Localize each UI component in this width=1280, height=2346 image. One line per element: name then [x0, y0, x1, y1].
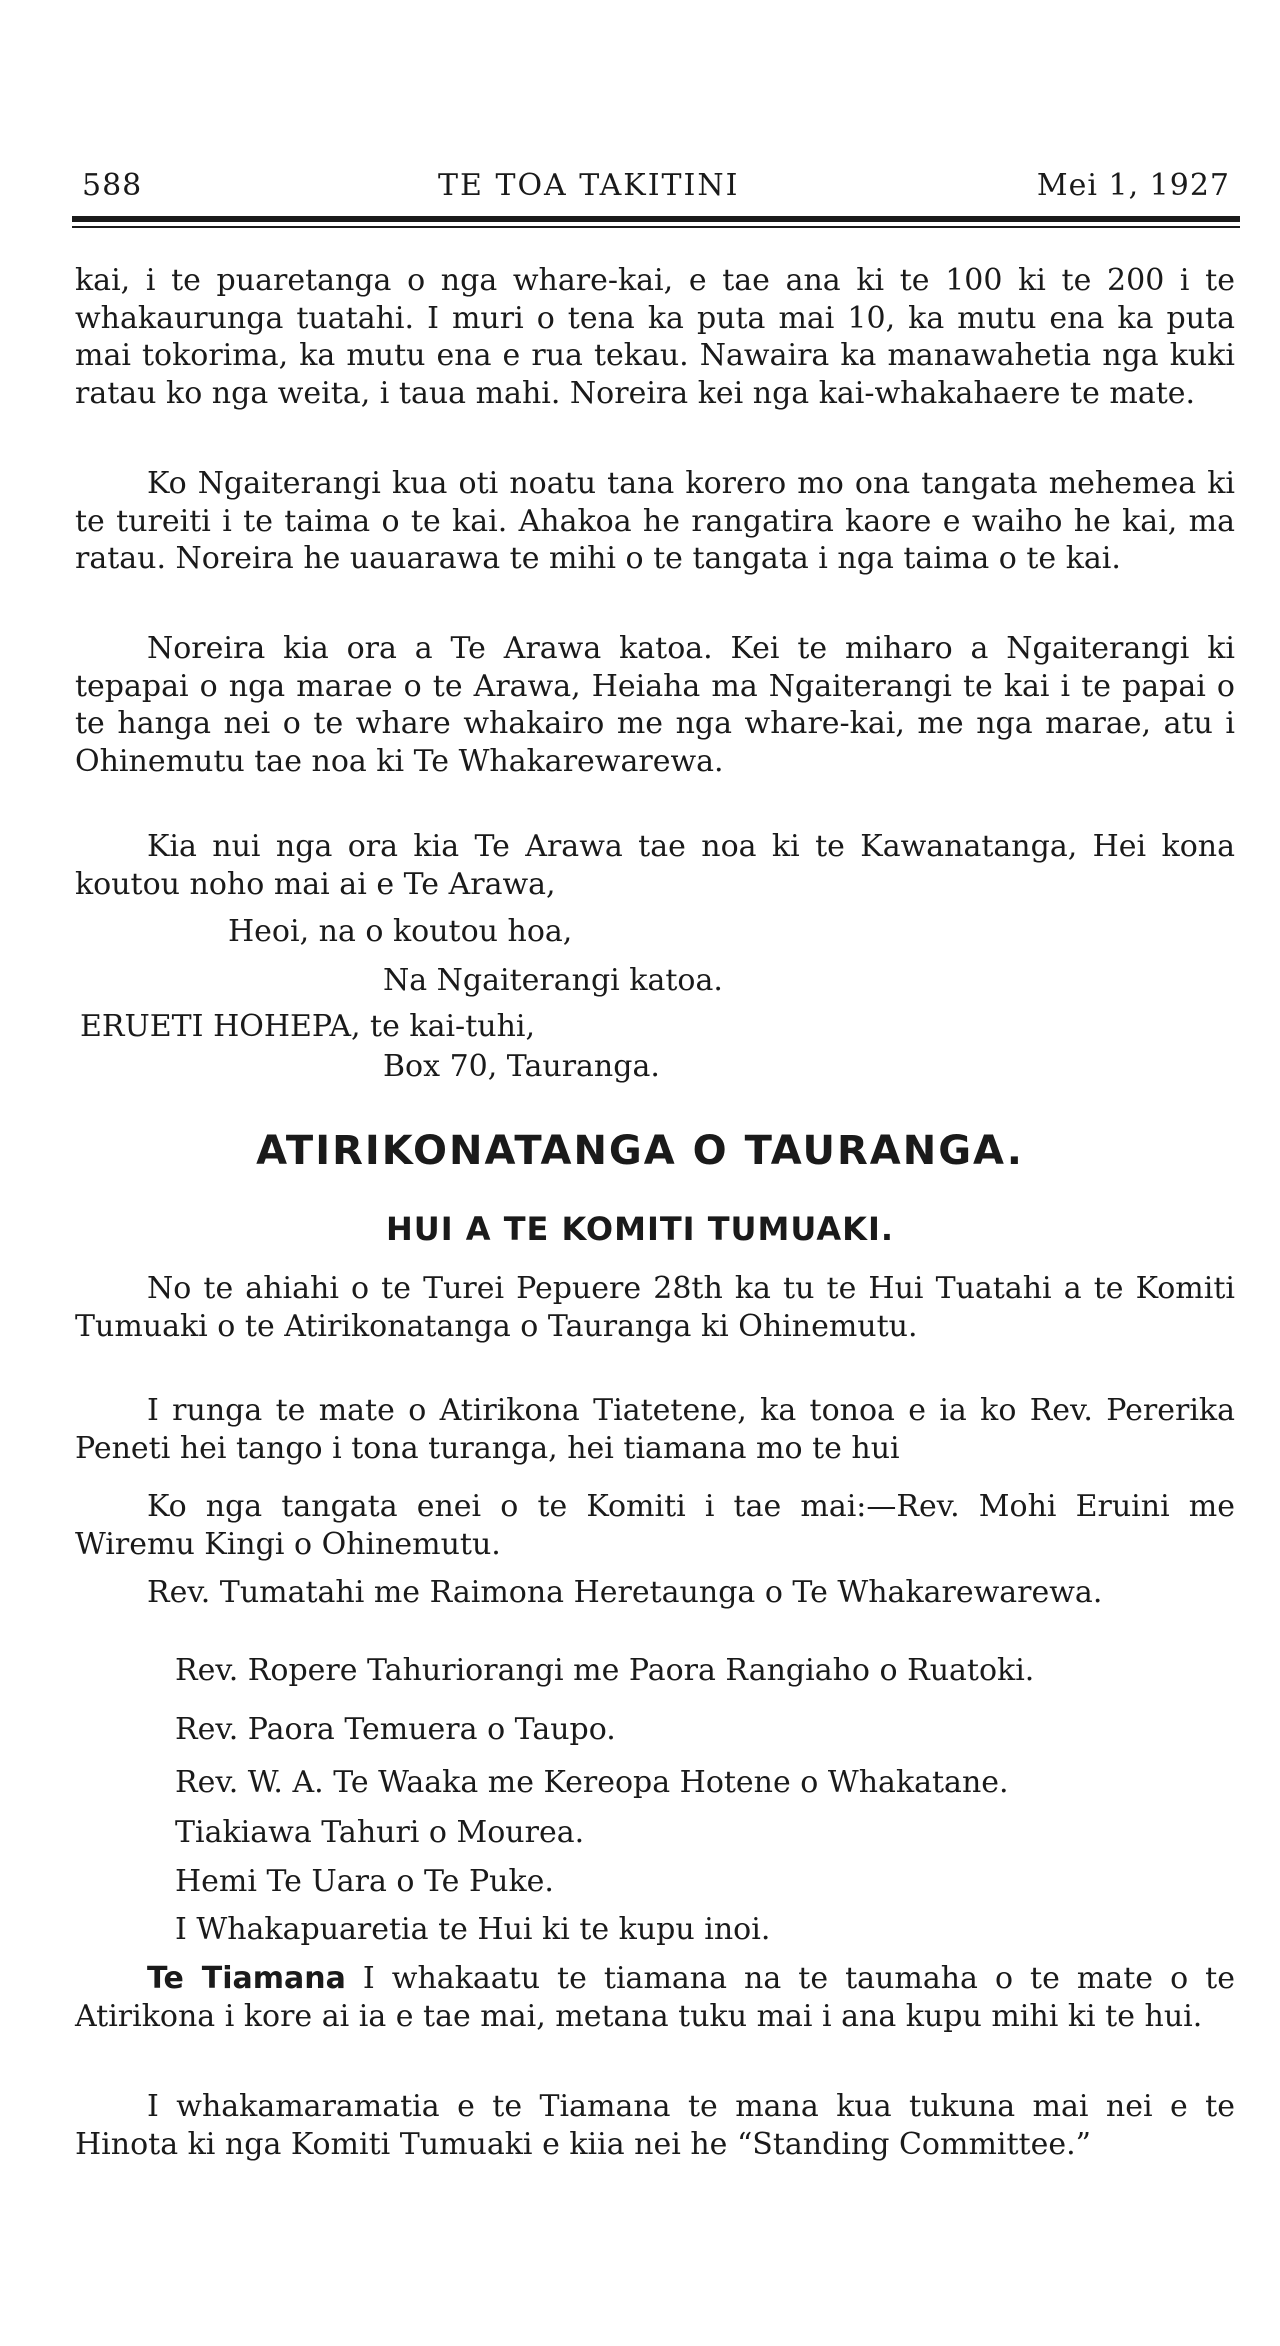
header-rule-thick	[72, 216, 1240, 222]
chairman-label: Te Tiamana	[147, 1961, 346, 1996]
running-header	[72, 168, 1240, 208]
minutes-line-9: Hemi Te Uara o Te Puke.	[175, 1864, 554, 1899]
letter-signer: ERUETI HOHEPA, te kai-tuhi,	[80, 1009, 536, 1044]
publication-title: TE TOA TAKITINI	[438, 168, 740, 203]
minutes-paragraph-1: No te ahiahi o te Turei Pepuere 28th ka tu te Hui Tuatahi a te Komiti Tumuaki o te Atirikonatanga o Tauranga ki Ohinemutu.	[75, 1271, 1235, 1344]
letter-paragraph-1: kai, i te puaretanga o nga whare-kai, e tae ana ki te 100 ki te 200 i te whakaurunga tuatahi. I muri o tena ka puta mai 10, ka mutu ena ka puta mai tokorima, ka mutu ena e rua tekau. Nawaira ka manawahetia nga kuki ratau ko nga weita, i taua mahi. Noreira kei nga kai-whakahaere te mate.	[75, 263, 1235, 411]
minutes-line-6: Rev. Paora Temuera o Taupo.	[175, 1712, 616, 1747]
letter-from: Na Ngaiterangi katoa.	[383, 963, 723, 998]
minutes-paragraph-3: Ko nga tangata enei o te Komiti i tae mai:—Rev. Mohi Eruini me Wiremu Kingi o Ohinemutu.	[75, 1489, 1235, 1562]
minutes-paragraph-4: Rev. Tumatahi me Raimona Heretaunga o Te Whakarewarewa.	[147, 1575, 1103, 1610]
header-rule-thin	[72, 226, 1240, 228]
letter-address: Box 70, Tauranga.	[383, 1049, 660, 1084]
letter-paragraph-2: Ko Ngaiterangi kua oti noatu tana korero mo ona tangata mehemea ki te tureiti i te taima o te kai. Ahakoa he rangatira kaore e waiho he kai, ma ratau. Noreira he uauarawa te mihi o te tangata i nga taima o te kai.	[75, 466, 1235, 576]
section-subheading: HUI A TE KOMITI TUMUAKI.	[385, 1210, 894, 1248]
minutes-paragraph-2: I runga te mate o Atirikona Tiatetene, ka tonoa e ia ko Rev. Pererika Peneti hei tango i tona turanga, hei tiamana mo te hui	[75, 1393, 1235, 1466]
letter-paragraph-4: Kia nui nga ora kia Te Arawa tae noa ki te Kawanatanga, Hei kona koutou noho mai ai e Te Arawa,	[75, 829, 1235, 902]
page-number: 588	[82, 168, 143, 203]
minutes-line-8: Tiakiawa Tahuri o Mourea.	[175, 1815, 585, 1850]
letter-closing: Heoi, na o koutou hoa,	[228, 914, 573, 949]
section-heading: ATIRIKONATANGA O TAURANGA.	[256, 1128, 1024, 1174]
chairman-statement: I whakaatu te tiamana na te taumaha o te mate o te Atirikona i kore ai ia e tae mai, metana tuku mai i ana kupu mihi ki te hui.	[75, 1961, 1235, 2034]
minutes-line-10: I Whakapuaretia te Hui ki te kupu inoi.	[175, 1912, 771, 1947]
minutes-paragraph-12: I whakamaramatia e te Tiamana te mana kua tukuna mai nei e te Hinota ki nga Komiti Tumuaki e kiia nei he “Standing Committee.”	[75, 2089, 1235, 2162]
minutes-line-7: Rev. W. A. Te Waaka me Kereopa Hotene o Whakatane.	[175, 1765, 1009, 1800]
minutes-line-5: Rev. Ropere Tahuriorangi me Paora Rangiaho o Ruatoki.	[175, 1653, 1035, 1688]
minutes-paragraph-11	[75, 1960, 1235, 2035]
letter-paragraph-3: Noreira kia ora a Te Arawa katoa. Kei te miharo a Ngaiterangi ki tepapai o nga marae o te Arawa, Heiaha ma Ngaiterangi te kai i te papai o te hanga nei o te whare whakairo me nga whare-kai, me nga marae, atu i Ohinemutu tae noa ki Te Whakarewarewa.	[75, 631, 1235, 779]
issue-date: Mei 1, 1927	[1036, 168, 1230, 203]
